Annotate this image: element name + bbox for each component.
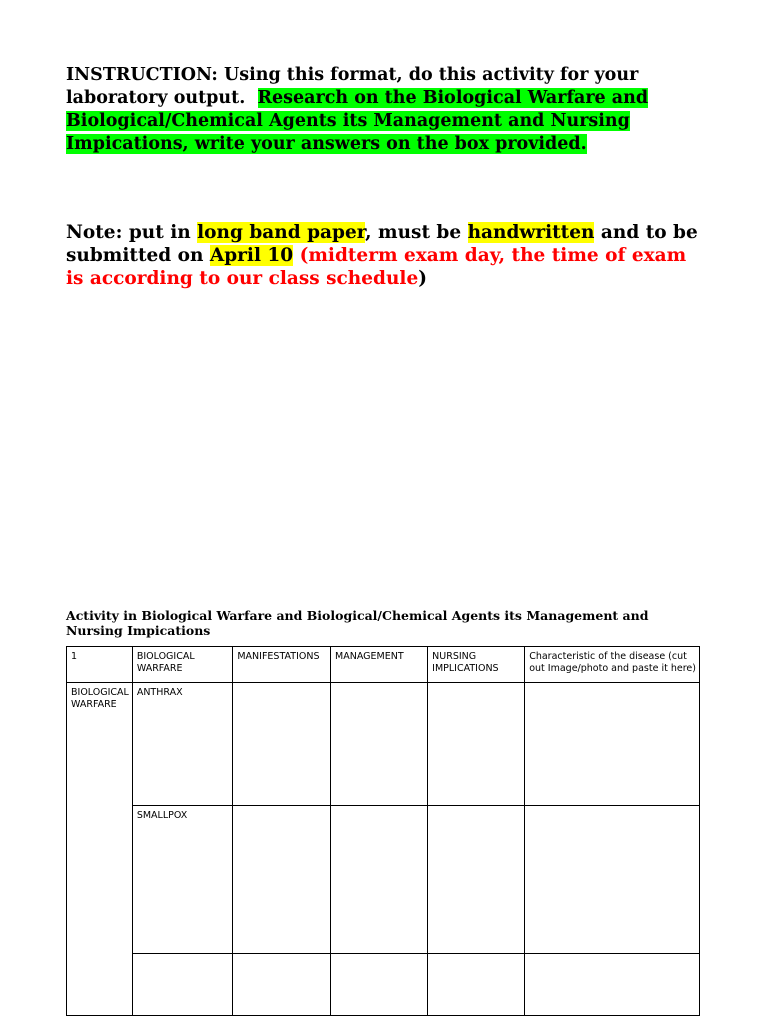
header-number: 1: [67, 647, 133, 683]
answer-box[interactable]: [525, 954, 700, 1016]
note-highlight-paper: long band paper: [197, 222, 366, 243]
table-header-row: [67, 647, 700, 683]
header-management: MANAGEMENT: [331, 647, 428, 683]
answer-box[interactable]: [525, 806, 700, 954]
header-biological-warfare: BIOLOGICAL WARFARE: [132, 647, 233, 683]
answer-box[interactable]: [233, 806, 331, 954]
note-text-3: and to be submitted on: [66, 222, 698, 266]
instruction-paragraph: [66, 64, 706, 156]
answer-box[interactable]: [233, 954, 331, 1016]
instruction-prefix: INSTRUCTION: Using this format, do this activity for your laboratory output.: [66, 65, 639, 108]
answer-box[interactable]: [428, 806, 525, 954]
header-manifestations: MANIFESTATIONS: [233, 647, 331, 683]
note-paragraph: [66, 221, 706, 290]
agent-cell-empty: [132, 954, 233, 1016]
agent-cell-smallpox: SMALLPOX: [132, 806, 233, 954]
table-row: [67, 954, 700, 1016]
note-highlight-date: April 10: [209, 245, 294, 266]
answer-box[interactable]: [428, 683, 525, 806]
note-text-2: , must be: [365, 222, 468, 243]
note-red-text: (midterm exam day, the time of exam is according to our class schedule: [66, 245, 687, 289]
answer-box[interactable]: [331, 683, 428, 806]
table-title: Activity in Biological Warfare and Biological/Chemical Agents its Management and Nursing Impications: [66, 608, 649, 638]
answer-box[interactable]: [428, 954, 525, 1016]
answer-box[interactable]: [525, 683, 700, 806]
instruction-highlight: Research on the Biological Warfare and Biological/Chemical Agents its Management and Nursing Impications, write your answers on the box provided.: [66, 88, 649, 154]
table-row: [67, 683, 700, 806]
category-cell: BIOLOGICAL WARFARE: [67, 683, 133, 1016]
note-highlight-handwritten: handwritten: [467, 222, 595, 243]
answer-box[interactable]: [233, 683, 331, 806]
answer-box[interactable]: [331, 806, 428, 954]
activity-table: [66, 646, 700, 1016]
header-nursing-implications: NURSING IMPLICATIONS: [428, 647, 525, 683]
header-characteristic: Characteristic of the disease (cut out Image/photo and paste it here): [525, 647, 700, 683]
agent-cell-anthrax: ANTHRAX: [132, 683, 233, 806]
table-row: [67, 806, 700, 954]
note-close-paren: ): [418, 268, 427, 289]
answer-box[interactable]: [331, 954, 428, 1016]
note-text-1: Note: put in: [66, 222, 198, 243]
